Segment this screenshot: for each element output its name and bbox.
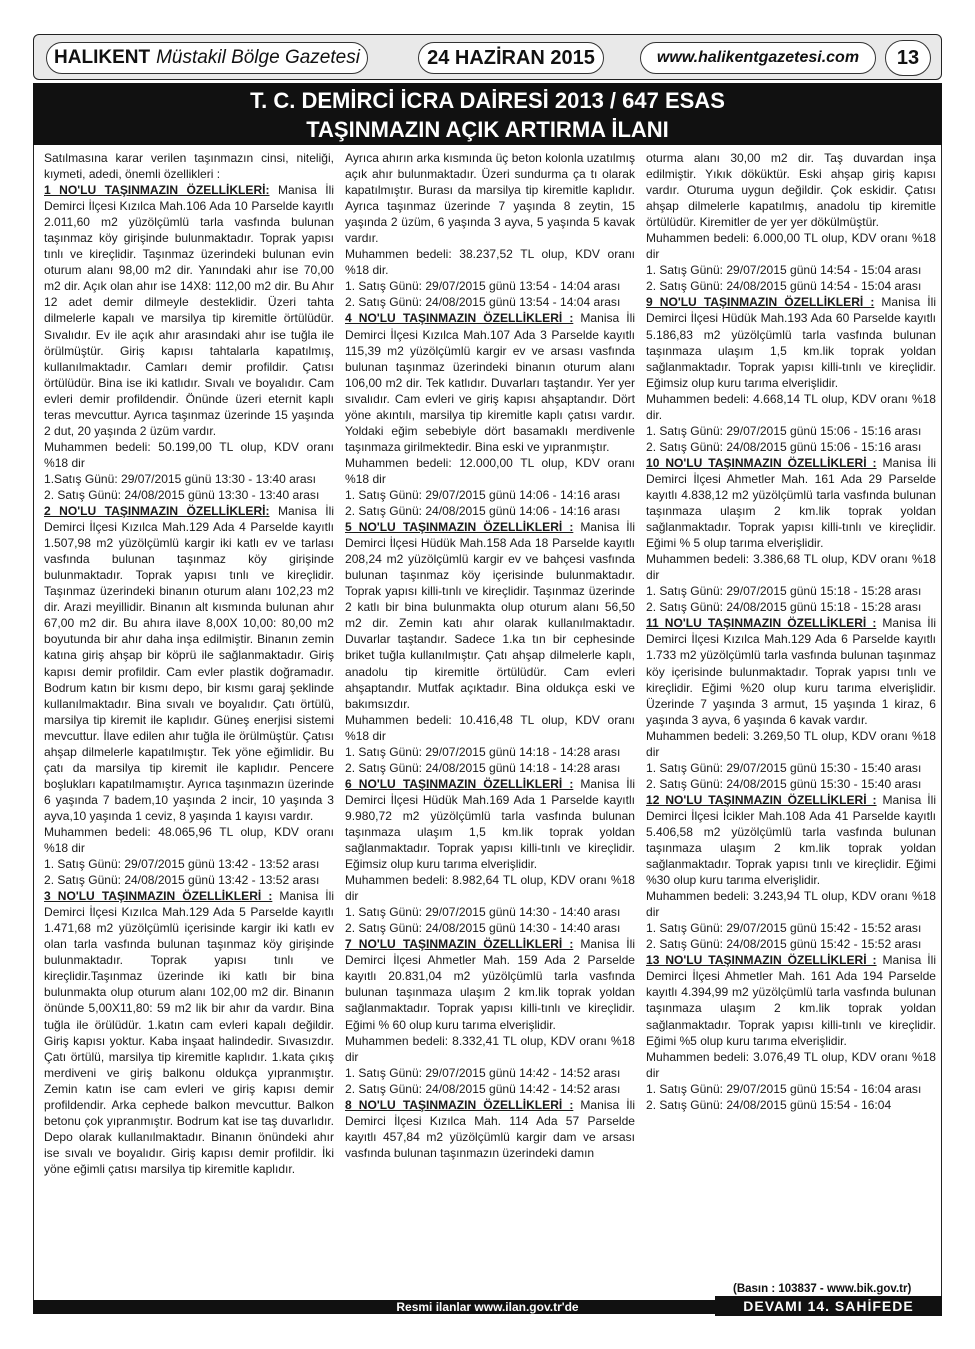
issue-date: 24 HAZİRAN 2015 — [418, 42, 604, 74]
body-text: günü — [786, 423, 821, 438]
website-link[interactable]: www.halikentgazetesi.com — [640, 42, 876, 74]
bold-text: 1. Satış Günü: 29/07/2015 — [646, 921, 787, 936]
body-text: Manisa İli Demirci İlçesi Hüdük Mah.169 Ada 1 Parselde kayıtlı 9.980,72 m2 yüzölçümlü tarla vasfında bulunan taşınmaza ulaşım 1,5 km.lik toprak yoldan sağlanmaktadır. Toprak yapısı killi-tınlı ve kireçlidir. Eğimsiz olup kuru tarıma elverişlidir. — [345, 776, 635, 872]
notice-paragraph — [44, 150, 334, 182]
press-reference: (Basın : 103837 - www.bik.gov.tr) — [733, 1283, 912, 1295]
notice-paragraph — [44, 888, 334, 1177]
property-heading: 1 NO'LU TAŞINMAZIN ÖZELLİKLERİ: — [44, 183, 270, 198]
body-text: arası — [891, 776, 922, 791]
bold-text: 14:06 - 14:16 — [519, 487, 591, 502]
bold-text: KDV oranı — [575, 712, 635, 727]
bold-text: 14:54 - 15:04 — [820, 279, 892, 294]
body-text: arası — [289, 487, 320, 502]
bold-text: KDV oranı — [274, 824, 334, 839]
body-text: günü — [485, 921, 520, 936]
body-text: günü — [786, 776, 821, 791]
property-heading: 13 NO'LU TAŞINMAZIN ÖZELLİKLERİ : — [646, 953, 877, 968]
body-text: arası — [590, 1081, 621, 1096]
notice-paragraph — [345, 920, 635, 936]
body-text: Manisa İli Demirci İlçesi Kızılca Mah.129 Ada 6 Parselde kayıtlı 1.733 m2 yüzölçümlü tarla vasfında bulunan taşınmaz köy içerisinde bulunmaktadır. Toprak yapısı tınlı ve kireçlidir. Eğimi %20 olup kuru tarıma elverişlidir. Üzerinde 7 yaşında 3 armut, 15 yaşında 1 kiraz, 6 yaşında 3 ayva, 6 yaşında 6 kavak vardır. — [646, 616, 936, 727]
body-text: olup, — [817, 889, 852, 904]
bold-text: KDV oranı — [851, 391, 908, 406]
body-text: günü — [485, 1081, 520, 1096]
notice-paragraph — [345, 519, 635, 712]
body-text: olup, — [817, 728, 852, 743]
body-text: olup, — [232, 439, 275, 454]
bold-text: Muhammen bedeli: 8.982,64 TL — [345, 873, 517, 888]
notice-paragraph — [345, 1065, 635, 1081]
notice-paragraph — [646, 728, 936, 760]
body-text: arası — [590, 279, 621, 294]
body-text: olup, — [232, 824, 275, 839]
body-text: olup, — [516, 1033, 551, 1048]
bold-text: 15:42 - 15:52 — [820, 921, 892, 936]
page-number: 13 — [885, 40, 931, 76]
notice-paragraph — [44, 487, 334, 503]
bold-text: KDV oranı — [851, 889, 908, 904]
notice-paragraph — [345, 936, 635, 1032]
body-text: oturma alanı 30,00 m2 dir. Taş duvardan inşa edilmiştir. Yıkık döküktür. Eski ahşap giriş kapısı vardır. Oturuma uygun değildir. Çok eskidir. Çatısı ahşap dilmelerle kapatılmış, anadolu tip kiremitle örtülüdür. Kiremitler de yer yer dökülmüştür. — [646, 151, 936, 230]
notice-paragraph — [646, 776, 936, 792]
body-text: günü — [786, 279, 821, 294]
notice-paragraph — [646, 760, 936, 776]
bold-text: Muhammen bedeli: 12.000,00 TL — [345, 455, 534, 470]
bold-text: 14:30 - 14:40 — [519, 905, 591, 920]
body-text: günü — [184, 857, 219, 872]
notice-paragraph — [345, 904, 635, 920]
notice-paragraph — [345, 310, 635, 454]
body-text: günü — [786, 584, 821, 599]
bold-text: 13:30 - 13:40 — [218, 487, 290, 502]
body-text: Manisa İli Demirci İlçesi Kızılca Mah. 114 Ada 57 Parselde kayıtlı 457,84 m2 yüzölçümlü kargir dam ve arsası vasfında bulunan taşınmazın üzerindeki damın — [345, 1097, 635, 1160]
body-text: arası — [891, 423, 922, 438]
body-text: %18 dir — [646, 1049, 936, 1080]
notice-paragraph — [345, 455, 635, 487]
bold-text: Muhammen bedeli: 4.668,14 TL — [646, 391, 818, 406]
masthead-brand — [46, 42, 368, 74]
body-text: %18 dir — [345, 471, 386, 486]
brand-name: HALIKENT — [54, 47, 151, 68]
bold-text: 1. Satış Günü: 29/07/2015 — [646, 263, 787, 278]
bold-text: KDV oranı — [851, 1049, 908, 1064]
body-text: %18 dir. — [646, 391, 936, 422]
notice-paragraph — [44, 182, 334, 439]
notice-paragraph — [345, 744, 635, 760]
body-text: Satılmasına karar verilen taşınmazın cinsi, niteliği, kıymeti, adedi, önemli özellikleri : — [44, 151, 334, 182]
bold-text: Muhammen bedeli: 3.386,68 TL — [646, 552, 818, 567]
bold-text: 2. Satış Günü: 24/08/2015 — [646, 776, 787, 791]
bold-text: 13:42 - 13:52 — [218, 857, 290, 872]
bold-text: 2. Satış Günü: 24/08/2015 — [345, 295, 486, 310]
body-text: arası — [891, 1081, 922, 1096]
body-text: arası — [891, 279, 922, 294]
body-text: arası — [590, 295, 621, 310]
body-text: arası — [285, 471, 316, 486]
notice-paragraph — [44, 824, 334, 856]
body-text: günü — [786, 439, 821, 454]
bold-text: 1. Satış Günü: 29/07/2015 — [345, 744, 486, 759]
bold-text: 13:54 - 14:04 — [519, 295, 591, 310]
body-text: Manisa İli Demirci İlçesi Kızılca Mah.129 Ada 5 Parselde kayıtlı 1.471,68 m2 yüzölçümlü içerisinde kargir iki katlı ev olan tarla vasfında bulunan taşınmaz köy girişinde bulunmaktadır. Toprak yapısı tınlı ve kireçlidir.Taşınmaz üzerinde iki katlı bir bina bulunmakta olup oturum alanı 102,00 m2 dir. Binanın önünde 5,00X11,80: 59 m2 lik bir ahır da vardır. Bina tuğla ile örülüdür. 1.katın cam evleri kapalı değildir. Giriş kapısı yoktur. Kaba inşaat halindedir. Sıvasızdır. Çatı örtülü, marsilya tip kiremitle kaplıdır. 1.kata çıkış merdiveni ve giriş balkonu oldukça yıpranmıştır. Zemin katın ise cam evleri ve giriş kapısı demir profildendir. Arka cephede balkon mevcuttur. Balkon betonu çok yıpranmıştır. Bodrum kat ise taş duvarlıdır. Depo olarak kullanılmaktadır. Binanın önündeki ahır ise sıvalı ve boyalıdır. Giriş kapısı demir profildir. İki yöne eğimli çatısı marsilya tip kiremitle kaplıdır. — [44, 889, 334, 1176]
bold-text: 14:18 - 14:28 — [519, 760, 591, 775]
notice-paragraph — [646, 262, 936, 278]
notice-paragraph — [345, 872, 635, 904]
property-heading: 3 NO'LU TAŞINMAZIN ÖZELLİKLERİ : — [44, 889, 273, 904]
property-heading: 2 NO'LU TAŞINMAZIN ÖZELLİKLERİ: — [44, 504, 270, 519]
body-text: Ayrıca ahırın arka kısmında üç beton kolonla uzatılmış açık ahır bulunmaktadır. Üzeri sundurma ça tı olarak kapatılmıştır. Burası da marsilya tip kiremitle kaplıdır. Ayrıca taşınmaz üzerinde 7 yaşında 8 zeytin, 15 yaşında 2 üzüm, 6 yaşında 3 ayva, 5 yaşında 5 kavak vardır. — [345, 151, 635, 246]
body-text: olup, — [817, 391, 852, 406]
body-text: olup, — [533, 712, 576, 727]
bold-text: 2. Satış Günü: 24/08/2015 — [345, 921, 486, 936]
body-text: arası — [590, 921, 621, 936]
property-heading: 5 NO'LU TAŞINMAZIN ÖZELLİKLERİ : — [345, 520, 574, 535]
bold-text: 15:06 - 15:16 — [820, 439, 892, 454]
notice-title-line1: T. C. DEMİRCİ İCRA DAİRESİ 2013 / 647 ESAS — [250, 88, 725, 113]
body-text: Manisa İli Demirci İlçesi Kızılca Mah.129 Ada 4 Parselde kayıtlı 1.507,98 m2 yüzölçümlü kargir iki katlı ev ve tarlası vasfında bulunan taşınmaz köy girişinde bulunmaktadır. Toprak yapısı tınlı ve kireçlidir. Taşınmaz üzerindeki binanın oturum alanı 102,23 m2 dir. Arazi meyillidir. Binanın alt kısmında bulunan ahır 67,00 m2 dir. Bu ahıra ilave 8,00X 10,00: 80,00 m2 boyutunda bir ahır daha inşa edilmiştir. Binanın zemin katına giriş ahşap bir köprü ile sağlanmaktadır. Giriş kapısı demir profildir. Cam evler plastik doğramadır. Bodrum katın bir kısmı depo, bir kısmı garaj şeklinde kullanılmaktadır. Bina sıvalı ve boyalıdır. Çatı örtülü, marsilya tip kiremit ile kaplıdır. Güneş enerjisi sistemi mevcuttur. İlave edilen ahır tuğla ile örülmüştür. Çatısı ahşap dilmelerle kapatılmıştır. Tek yöne eğimlidir. Bu çatı da marsilya tip kiremit ile kaplıdır. Pencere boşlukları kapatılmamıştır. Ayrıca taşınmazın üzerinde 6 yaşında 7 badem,10 yaşında 2 incir, 10 yaşında 3 ayva,10 yaşında 1 ceviz, 8 yaşında 1 kayısı vardır. — [44, 504, 334, 823]
bold-text: KDV oranı — [851, 552, 908, 567]
body-text: günü — [184, 873, 219, 888]
bold-text: 1. Satış Günü: 29/07/2015 — [44, 857, 185, 872]
body-text: günü — [786, 1081, 821, 1096]
body-text: günü — [786, 1097, 821, 1112]
notice-paragraph — [345, 1081, 635, 1097]
notice-paragraph — [646, 920, 936, 936]
body-text: olup, — [817, 1049, 852, 1064]
notice-paragraph — [345, 150, 635, 246]
notice-paragraph — [345, 278, 635, 294]
property-heading: 10 NO'LU TAŞINMAZIN ÖZELLİKLERİ : — [646, 455, 877, 470]
body-text: günü — [485, 744, 520, 759]
body-text: arası — [289, 857, 320, 872]
property-heading: 9 NO'LU TAŞINMAZIN ÖZELLİKLERİ : — [646, 295, 875, 310]
body-text: Manisa İli Demirci İlçesi Ahmetler Mah. 159 Ada 2 Parselde kayıtlı 20.831,04 m2 yüzölçümlü tarla vasfında bulunan taşınmaza ulaşım 2 km.lik toprak yoldan sağlanmaktadır. Toprak yapısı killi-tınlı ve kireçlidir. Eğimi % 60 olup kuru tarıma elverişlidir. — [345, 937, 635, 1032]
bold-text: Muhammen bedeli: 3.243,94 TL — [646, 889, 818, 904]
notice-paragraph — [345, 503, 635, 519]
body-text: arası — [891, 937, 922, 952]
body-text: günü — [786, 600, 821, 615]
notice-paragraph — [345, 1097, 635, 1161]
notice-paragraph — [646, 551, 936, 583]
bold-text: KDV oranı — [575, 455, 635, 470]
notice-paragraph — [646, 792, 936, 888]
notice-paragraph — [646, 1049, 936, 1081]
body-text: arası — [891, 600, 922, 615]
notice-paragraph — [44, 872, 334, 888]
notice-paragraph — [646, 423, 936, 439]
bold-text: 14:42 - 14:52 — [519, 1081, 591, 1096]
body-text: arası — [590, 744, 621, 759]
body-text: günü — [485, 295, 520, 310]
bold-text: 2. Satış Günü: 24/08/2015 — [44, 873, 185, 888]
column-2 — [345, 150, 635, 1298]
bold-text: 14:30 - 14:40 — [519, 921, 591, 936]
bold-text: 13:30 - 13:40 — [214, 471, 286, 486]
body-text: Manisa İli Demirci İlçesi Ahmetler Mah. 161 Ada 29 Parselde kayıtlı 4.838,12 m2 yüzölçümlü tarla vasfında bulunan taşınmaza ulaşım 2 km.lik toprak yoldan sağlanmaktadır. Toprak yapısı killi-tınlı ve kireçlidir. Eğimi % 5 olup tarıma elverişlidir. — [646, 455, 936, 551]
notice-paragraph — [44, 439, 334, 471]
bold-text: 1. Satış Günü: 29/07/2015 — [345, 279, 486, 294]
body-text: günü — [184, 487, 219, 502]
body-text: olup, — [817, 552, 852, 567]
body-text: arası — [891, 584, 922, 599]
notice-paragraph — [646, 391, 936, 423]
bold-text: Muhammen bedeli: 48.065,96 TL — [44, 824, 233, 839]
body-text: günü — [485, 760, 520, 775]
body-text: %18 dir — [646, 889, 936, 920]
bold-text: 1. Satış Günü: 29/07/2015 — [646, 584, 787, 599]
body-text: günü — [786, 937, 821, 952]
notice-paragraph — [646, 278, 936, 294]
body-text: Manisa İli Demirci İlçesi Hüdük Mah.158 Ada 18 Parselde kayıtlı 208,24 m2 yüzölçümlü kargir ev ve bahçesi vasfında bulunan taşınmaz köy içerisinde bulunmaktadır. Toprak yapısı killi-tınlı ve kireçlidir. Taşınmaz üzerinde 2 katlı bir bina bulunmakta olup oturum alanı 56,50 m2 dir. Zemin katı ahır olarak kullanılmaktadır. Duvarlar taştandır. Sadece 1.ka tın bir cephesinde briket tuğla kullanılmıştır. Çatı ahşap dilmelerle kaplı, anadolu tip kiremitle örtülüdür. Cam evleri ahşaptandır. Mutfak açıktadır. Bina oldukça eski ve bakımsızdır. — [345, 520, 635, 711]
notice-title — [33, 83, 942, 145]
property-heading: 7 NO'LU TAŞINMAZIN ÖZELLİKLERİ : — [345, 937, 574, 952]
bold-text: 15:54 - 16:04 — [820, 1097, 892, 1112]
body-text: arası — [891, 439, 922, 454]
bold-text: 13:54 - 14:04 — [519, 279, 591, 294]
body-text: %18 dir. — [345, 263, 389, 278]
bold-text: 1. Satış Günü: 29/07/2015 — [345, 905, 486, 920]
notice-paragraph — [345, 776, 635, 872]
body-text: %18 dir — [345, 1033, 635, 1064]
bold-text: Muhammen bedeli: 38.237,52 TL — [345, 247, 534, 262]
bold-text: 2. Satış Günü: 24/08/2015 — [345, 504, 486, 519]
property-heading: 11 NO'LU TAŞINMAZIN ÖZELLİKLERİ : — [646, 616, 877, 631]
body-text: arası — [289, 873, 320, 888]
notice-paragraph — [646, 936, 936, 952]
notice-paragraph — [345, 760, 635, 776]
notice-paragraph — [345, 246, 635, 278]
bold-text: 2. Satış Günü: 24/08/2015 — [345, 760, 486, 775]
body-text: günü — [485, 279, 520, 294]
bold-text: 15:18 - 15:28 — [820, 600, 892, 615]
bold-text: 2. Satış Günü: 24/08/2015 — [646, 439, 787, 454]
bold-text: 1. Satış Günü: 29/07/2015 — [345, 487, 486, 502]
bold-text: Muhammen bedeli: 50.199,00 TL — [44, 439, 233, 454]
notice-paragraph — [44, 503, 334, 824]
notice-paragraph — [345, 712, 635, 744]
bold-text: 2. Satış Günü: 24/08/2015 — [345, 1081, 486, 1096]
bold-text: 1. Satış Günü: 29/07/2015 — [646, 423, 787, 438]
body-text: olup, — [817, 231, 852, 246]
body-text: arası — [891, 921, 922, 936]
bold-text: KDV oranı — [274, 439, 334, 454]
body-text: arası — [590, 905, 621, 920]
property-heading: 8 NO'LU TAŞINMAZIN ÖZELLİKLERİ : — [345, 1097, 574, 1112]
notice-paragraph — [646, 1097, 936, 1113]
body-text: günü — [485, 504, 520, 519]
bold-text: 2. Satış Günü: 24/08/2015 — [646, 1097, 787, 1112]
body-text: %18 dir — [44, 841, 85, 856]
body-text: %18 dir — [646, 728, 936, 759]
notice-paragraph — [345, 1033, 635, 1065]
body-text: günü — [786, 760, 821, 775]
notice-paragraph — [646, 150, 936, 230]
official-notices-link[interactable]: Resmi ilanlar www.ilan.gov.tr'de — [396, 1300, 579, 1314]
bold-text: 15:06 - 15:16 — [820, 423, 892, 438]
bold-text: 1.Satış Günü: 29/07/2015 — [44, 471, 182, 486]
notice-paragraph — [44, 471, 334, 487]
notice-paragraph — [646, 230, 936, 262]
bold-text: Muhammen bedeli: 3.076,49 TL — [646, 1049, 818, 1064]
continued-notice: DEVAMI 14. SAHİFEDE — [715, 1296, 942, 1316]
body-text: olup, — [533, 455, 576, 470]
body-text: arası — [590, 487, 621, 502]
column-1 — [44, 150, 334, 1298]
bold-text: 2. Satış Günü: 24/08/2015 — [646, 937, 787, 952]
notice-paragraph — [345, 487, 635, 503]
bold-text: 15:18 - 15:28 — [820, 584, 892, 599]
property-heading: 12 NO'LU TAŞINMAZIN ÖZELLİKLERİ : — [646, 792, 877, 807]
body-text: olup, — [533, 247, 576, 262]
body-text: günü — [786, 921, 821, 936]
notice-paragraph — [646, 599, 936, 615]
notice-title-line2: TAŞINMAZIN AÇIK ARTIRMA İLANI — [306, 117, 669, 142]
notice-paragraph — [646, 615, 936, 727]
body-text: günü — [485, 487, 520, 502]
notice-paragraph — [345, 294, 635, 310]
body-text: %18 dir — [646, 552, 936, 583]
body-text: günü — [786, 263, 821, 278]
notice-paragraph — [646, 294, 936, 390]
bold-text: KDV oranı — [575, 247, 635, 262]
bold-text: 15:30 - 15:40 — [820, 776, 892, 791]
body-text: arası — [891, 760, 922, 775]
bold-text: 2. Satış Günü: 24/08/2015 — [44, 487, 185, 502]
property-heading: 4 NO'LU TAŞINMAZIN ÖZELLİKLERİ : — [345, 311, 574, 326]
bold-text: Muhammen bedeli: 8.332,41 TL — [345, 1033, 517, 1048]
notice-paragraph — [44, 856, 334, 872]
notice-paragraph — [646, 455, 936, 551]
bold-text: KDV oranı — [851, 728, 908, 743]
bold-text: 15:54 - 16:04 — [820, 1081, 892, 1096]
brand-subtitle: Müstakil Bölge Gazetesi — [156, 47, 360, 68]
body-text: günü — [485, 1065, 520, 1080]
bold-text: 1. Satış Günü: 29/07/2015 — [646, 1081, 787, 1096]
bold-text: 2. Satış Günü: 24/08/2015 — [646, 600, 787, 615]
body-text: %18 dir — [345, 728, 386, 743]
bold-text: Muhammen bedeli: 6.000,00 TL — [646, 231, 818, 246]
body-text: Manisa İli Demirci İlçesi İcikler Mah.108 Ada 41 Parselde kayıtlı 5.406,58 m2 yüzölçümlü tarla vasfında bulunan taşınmaza ulaşım 2 km.lik toprak yoldan sağlanmaktadır. Toprak yapısı tınlı ve kireçlidir. Eğimi %30 olup kuru tarıma elverişlidir. — [646, 792, 936, 888]
bold-text: 14:54 - 15:04 — [820, 263, 892, 278]
body-text: arası — [590, 504, 621, 519]
bold-text: Muhammen bedeli: 10.416,48 TL — [345, 712, 534, 727]
column-3 — [646, 150, 936, 1298]
bold-text: 2. Satış Günü: 24/08/2015 — [646, 279, 787, 294]
bold-text: 14:42 - 14:52 — [519, 1065, 591, 1080]
bold-text: 1. Satış Günü: 29/07/2015 — [646, 760, 787, 775]
body-text: %18 dir — [646, 231, 936, 262]
body-text: Manisa İli Demirci İlçesi Ahmetler Mah. 161 Ada 194 Parselde kayıtlı 4.394,99 m2 yüzölçümlü tarla vasfında bulunan taşınmaza ulaşım 2 km.lik toprak yoldan sağlanmaktadır. Toprak yapısı killi-tınlı ve kireçlidir. Eğimi %5 olup kuru tarıma elverişlidir. — [646, 953, 936, 1048]
bold-text: KDV oranı — [851, 231, 908, 246]
bold-text: 14:18 - 14:28 — [519, 744, 591, 759]
bold-text: KDV oranı — [550, 873, 607, 888]
notice-paragraph — [646, 952, 936, 1048]
bold-text: KDV oranı — [550, 1033, 607, 1048]
body-text: arası — [891, 263, 922, 278]
notice-paragraph — [646, 888, 936, 920]
bold-text: 1. Satış Günü: 29/07/2015 — [345, 1065, 486, 1080]
bold-text: Muhammen bedeli: 3.269,50 TL — [646, 728, 818, 743]
bold-text: 15:42 - 15:52 — [820, 937, 892, 952]
body-text: Manisa İli Demirci İlçesi Hüdük Mah.193 Ada 60 Parselde kayıtlı 5.186,83 m2 yüzölçümlü tarla vasfında bulunan taşınmaza ulaşım 1,5 km.lik toprak yoldan sağlanmaktadır. Toprak yapısı killi-tınlı ve kireçlidir. Eğimsiz olup kuru tarıma elverişlidir. — [646, 295, 936, 390]
body-text: günü — [181, 471, 215, 486]
body-text: arası — [590, 1065, 621, 1080]
body-text: olup, — [516, 873, 551, 888]
notice-paragraph — [646, 1081, 936, 1097]
body-text: günü — [485, 905, 520, 920]
notice-paragraph — [646, 583, 936, 599]
property-heading: 6 NO'LU TAŞINMAZIN ÖZELLİKLERİ : — [345, 776, 574, 791]
body-text: Manisa İli Demirci İlçesi Kızılca Mah.107 Ada 3 Parselde kayıtlı 115,39 m2 yüzölçümlü kargir ev ve arsası vasfında bulunan taşınmaz üzerindeki binanın oturum alanı 106,00 m2 dir. Tek katlıdır. Duvarları taştandır. Yer yer sıvalıdır. Cam evleri ve giriş kapısı ahşaptandır. Dört yöne akıntılı, marsilya tip kiremitle kaplı çatısı vardır. Yoldaki eğim sebebiyle dört basamaklı merdivenle taşınmaza girilmektedir. Bina eski ve yıpranmıştır. — [345, 311, 635, 454]
bold-text: 15:30 - 15:40 — [820, 760, 892, 775]
body-text: %18 dir — [345, 873, 635, 904]
bold-text: 13:42 - 13:52 — [218, 873, 290, 888]
bold-text: 14:06 - 14:16 — [519, 504, 591, 519]
body-text: %18 dir — [44, 455, 85, 470]
body-text: arası — [590, 760, 621, 775]
notice-paragraph — [646, 439, 936, 455]
body-text: Manisa İli Demirci İlçesi Kızılca Mah.106 Ada 10 Parselde kayıtlı 2.011,60 m2 yüzölçümlü tarla vasfında bulunan taşınmaz köy girişinde bulunmaktadır. Toprak yapısı tınlı ve kireçlidir. Taşınmaz üzerindeki bulunan evin oturum alanı 98,00 m2 dir. Yanındaki ahır ise 70,00 m2 dir. Açık olan ahır ise 14X8: 112,00 m2 dir. Bu Ahır 12 adet demir dilmeyle desteklidir. Üzeri tahta dilmelerle kapalı ve marsilya tip kiremitle örtülüdür. Sıvalıdır. Ev ile açık ahır arasındaki ahır ise tuğla ile örülmüştür. Giriş kapısı tahtalarla kapatılmış, kullanılmaktadır. Camları demir profildir. Çatısı örtülüdür. Bina ise iki katlıdır. Sıvalı ve boyalıdır. Cam evleri demir profildendir. Önünde üzeri eternit kaplı teras mevcuttur. Ayrıca taşınmaz üzerinde 15 yaşında 2 dut, 20 yaşında 2 üzüm vardır. — [44, 183, 334, 438]
